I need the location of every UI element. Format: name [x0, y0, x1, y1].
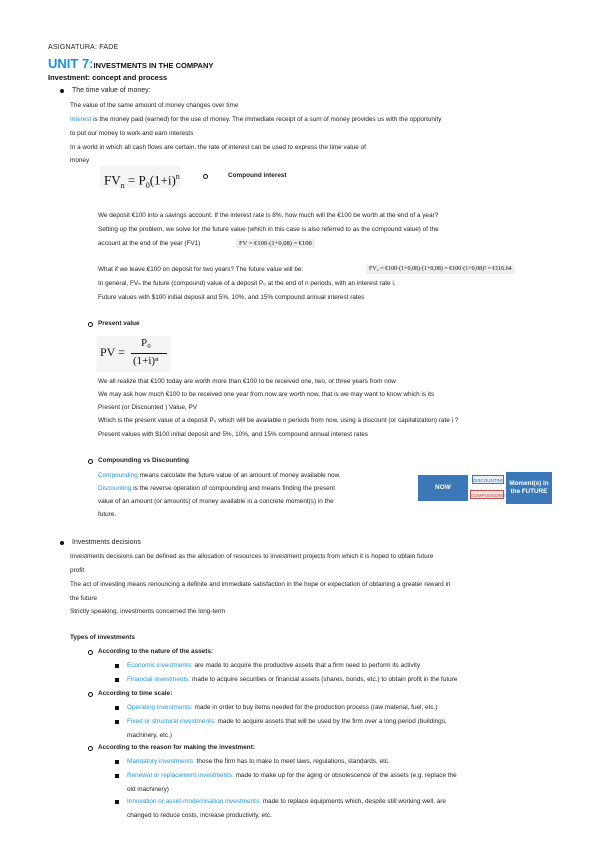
circle-bullet-icon: [88, 692, 93, 697]
cvd-line: future.: [98, 511, 117, 518]
cvd-line: Discounting is the reverse operation of compounding and means finding the present: [98, 485, 335, 492]
square-bullet-icon: [115, 664, 119, 668]
square-bullet-icon: [115, 760, 119, 764]
square-bullet-icon: [115, 800, 119, 804]
decisions-line: profit: [70, 567, 85, 574]
compound-line: What if we leave €100 on deposit for two years? The future value will be:: [98, 266, 304, 273]
tvm-line: is the money paid (earned) for the use of money. The immediate receipt of a sum of money provides us with the opportunity: [93, 116, 442, 123]
fv2-equation: FV₂ = €100·(1+0,08)·(1+0,08) = €100·(1+0,08)² = €116.64: [366, 265, 515, 274]
circle-bullet-icon: [88, 746, 93, 751]
circle-bullet-icon: [88, 322, 93, 327]
type-item: Operating investments: made in order to buy items needed for the production process (raw material, fuel, etc.): [127, 704, 438, 711]
type-item: Financial investments: made to acquire securities or financial assets (shares, bonds, etc.) to obtain profit in the future: [127, 676, 458, 683]
diagram-future-box: Moment(s) in the FUTURE: [506, 472, 552, 504]
decisions-line: The act of investing means renouncing a definite and immediate satisfaction in the hope or expectation of obtaining a greater reward in: [70, 581, 451, 588]
compound-line: In general, FVₙ the future (compound) value of a deposit P₀ at the end of n periods, with an interest rate i.: [98, 280, 396, 287]
type-item-continued: changed to reduce costs, increase productivity, etc.: [127, 812, 272, 819]
cvd-line: value of an amount (or amounts) of money available in a concrete moment(s) in the: [98, 498, 334, 505]
types-heading: Types of investments: [70, 634, 135, 641]
cvd-line: Compounding means calculate the future value of an amount of money available now.: [98, 472, 341, 479]
compound-line: account at the end of the year (FV1): [98, 240, 201, 247]
type-item: Innovation or asset-modernisation investments: made to replace equipments which, despite still working well, are: [127, 798, 446, 805]
nature-label: According to the nature of the assets:: [98, 648, 214, 655]
pv-line: We all realize that €100 today are worth more than €100 to be received one, two, or three years from now: [98, 378, 396, 385]
unit-name: INVESTMENTS IN THE COMPANY: [93, 61, 214, 70]
pv-line: Present values with $100 initial deposit and 5%, 10%, and 15% compound annual interest rates: [98, 431, 368, 438]
present-value-formula: PV = P₀ (1+i)ⁿ: [97, 336, 171, 372]
tvm-heading: The time value of money:: [72, 87, 151, 94]
fv1-equation: FV = €100·(1+0,08) = €108: [236, 239, 315, 248]
diagram-now-box: NOW: [418, 475, 468, 501]
tvm-line: The value of the same amount of money changes over time: [70, 102, 239, 109]
circle-bullet-icon: [88, 459, 93, 464]
circle-bullet-icon: [88, 650, 93, 655]
compounding-vs-discounting-label: Compounding vs Discounting: [98, 457, 189, 464]
pv-line: Present (or Discounted ) Value, PV: [98, 404, 197, 411]
pv-line: We may ask how much €100 to be received one year from now are worth now, that is we may want to know which is its: [98, 391, 435, 398]
bullet-icon: [60, 541, 64, 545]
type-item: Economic investments: are made to acquire the productive assets that a firm need to perform its activity: [127, 662, 421, 669]
unit-title: [48, 55, 213, 73]
discounting-term: Discounting: [98, 485, 132, 492]
subject-label: ASIGNATURA: FADE: [48, 44, 119, 51]
type-item-continued: machinery, etc.): [127, 732, 172, 739]
section-heading: Investment: concept and process: [48, 73, 168, 82]
circle-bullet-icon: [203, 174, 208, 179]
square-bullet-icon: [115, 678, 119, 682]
time-scale-label: According to time scale:: [98, 690, 173, 697]
interest-term: Interest: [70, 116, 92, 123]
tvm-line: In a world in which all cash flows are certain, the rate of interest can be used to express the time value of: [70, 144, 366, 151]
bullet-icon: [60, 89, 64, 93]
compounding-discounting-diagram: [418, 472, 552, 506]
decisions-line: Strictly speaking, investments concerned the long-term: [70, 608, 226, 615]
compound-line: Setting up the problem, we solve for the future value (which in this case is also referred to as the compound value) of the: [98, 226, 439, 233]
type-item: Mandatory investments: those the firm has to make to meet laws, regulations, standards, etc.: [127, 758, 390, 765]
tvm-line: money: [70, 157, 90, 164]
type-item: Renewal or replacement investments: made to make up for the aging or obsolescence of the assets (e.g. replace the: [127, 772, 457, 779]
square-bullet-icon: [115, 706, 119, 710]
decisions-heading: Investments decisions: [72, 539, 141, 546]
type-item: Fixed or structural investments: made to acquire assets that will be used by the firm over a long period (buildings,: [127, 718, 447, 725]
decisions-line: the future: [70, 595, 98, 602]
diagram-discounting-arrow: DISCOUNTING: [472, 475, 504, 484]
present-value-label: Present value: [98, 320, 140, 327]
reason-label: According to the reason for making the investment:: [98, 744, 255, 751]
diagram-compounding-arrow: COMPOUNDING: [470, 490, 504, 499]
compound-line: We deposit €100 into a savings account. If the interest rate is 8%, how much will the €100 be worth at the end of a year?: [98, 212, 439, 219]
tvm-line: to put our money to work and earn interests: [70, 130, 194, 137]
tvm-interest-line: [70, 116, 441, 124]
square-bullet-icon: [115, 720, 119, 724]
compound-interest-label: Compound interest: [228, 172, 287, 179]
compounding-term: Compounding: [98, 472, 138, 479]
type-item-continued: old machinery): [127, 786, 169, 793]
square-bullet-icon: [115, 774, 119, 778]
pv-line: Which is the present value of a deposit P₀ which will be available n periods from now, using a discount (or capitalization) rate i ?: [98, 417, 459, 424]
compound-line: Future values with $100 initial deposit and 5%, 10%, and 15% compound annual interest rates: [98, 294, 365, 301]
decisions-line: Investments decisions can be defined as the allocation of resources to investment projects from which it is hoped to obtain future: [70, 553, 434, 560]
unit-number: UNIT 7:: [48, 56, 94, 71]
future-value-formula: $FV_n = P_0(1+i)^n$: [100, 166, 180, 188]
